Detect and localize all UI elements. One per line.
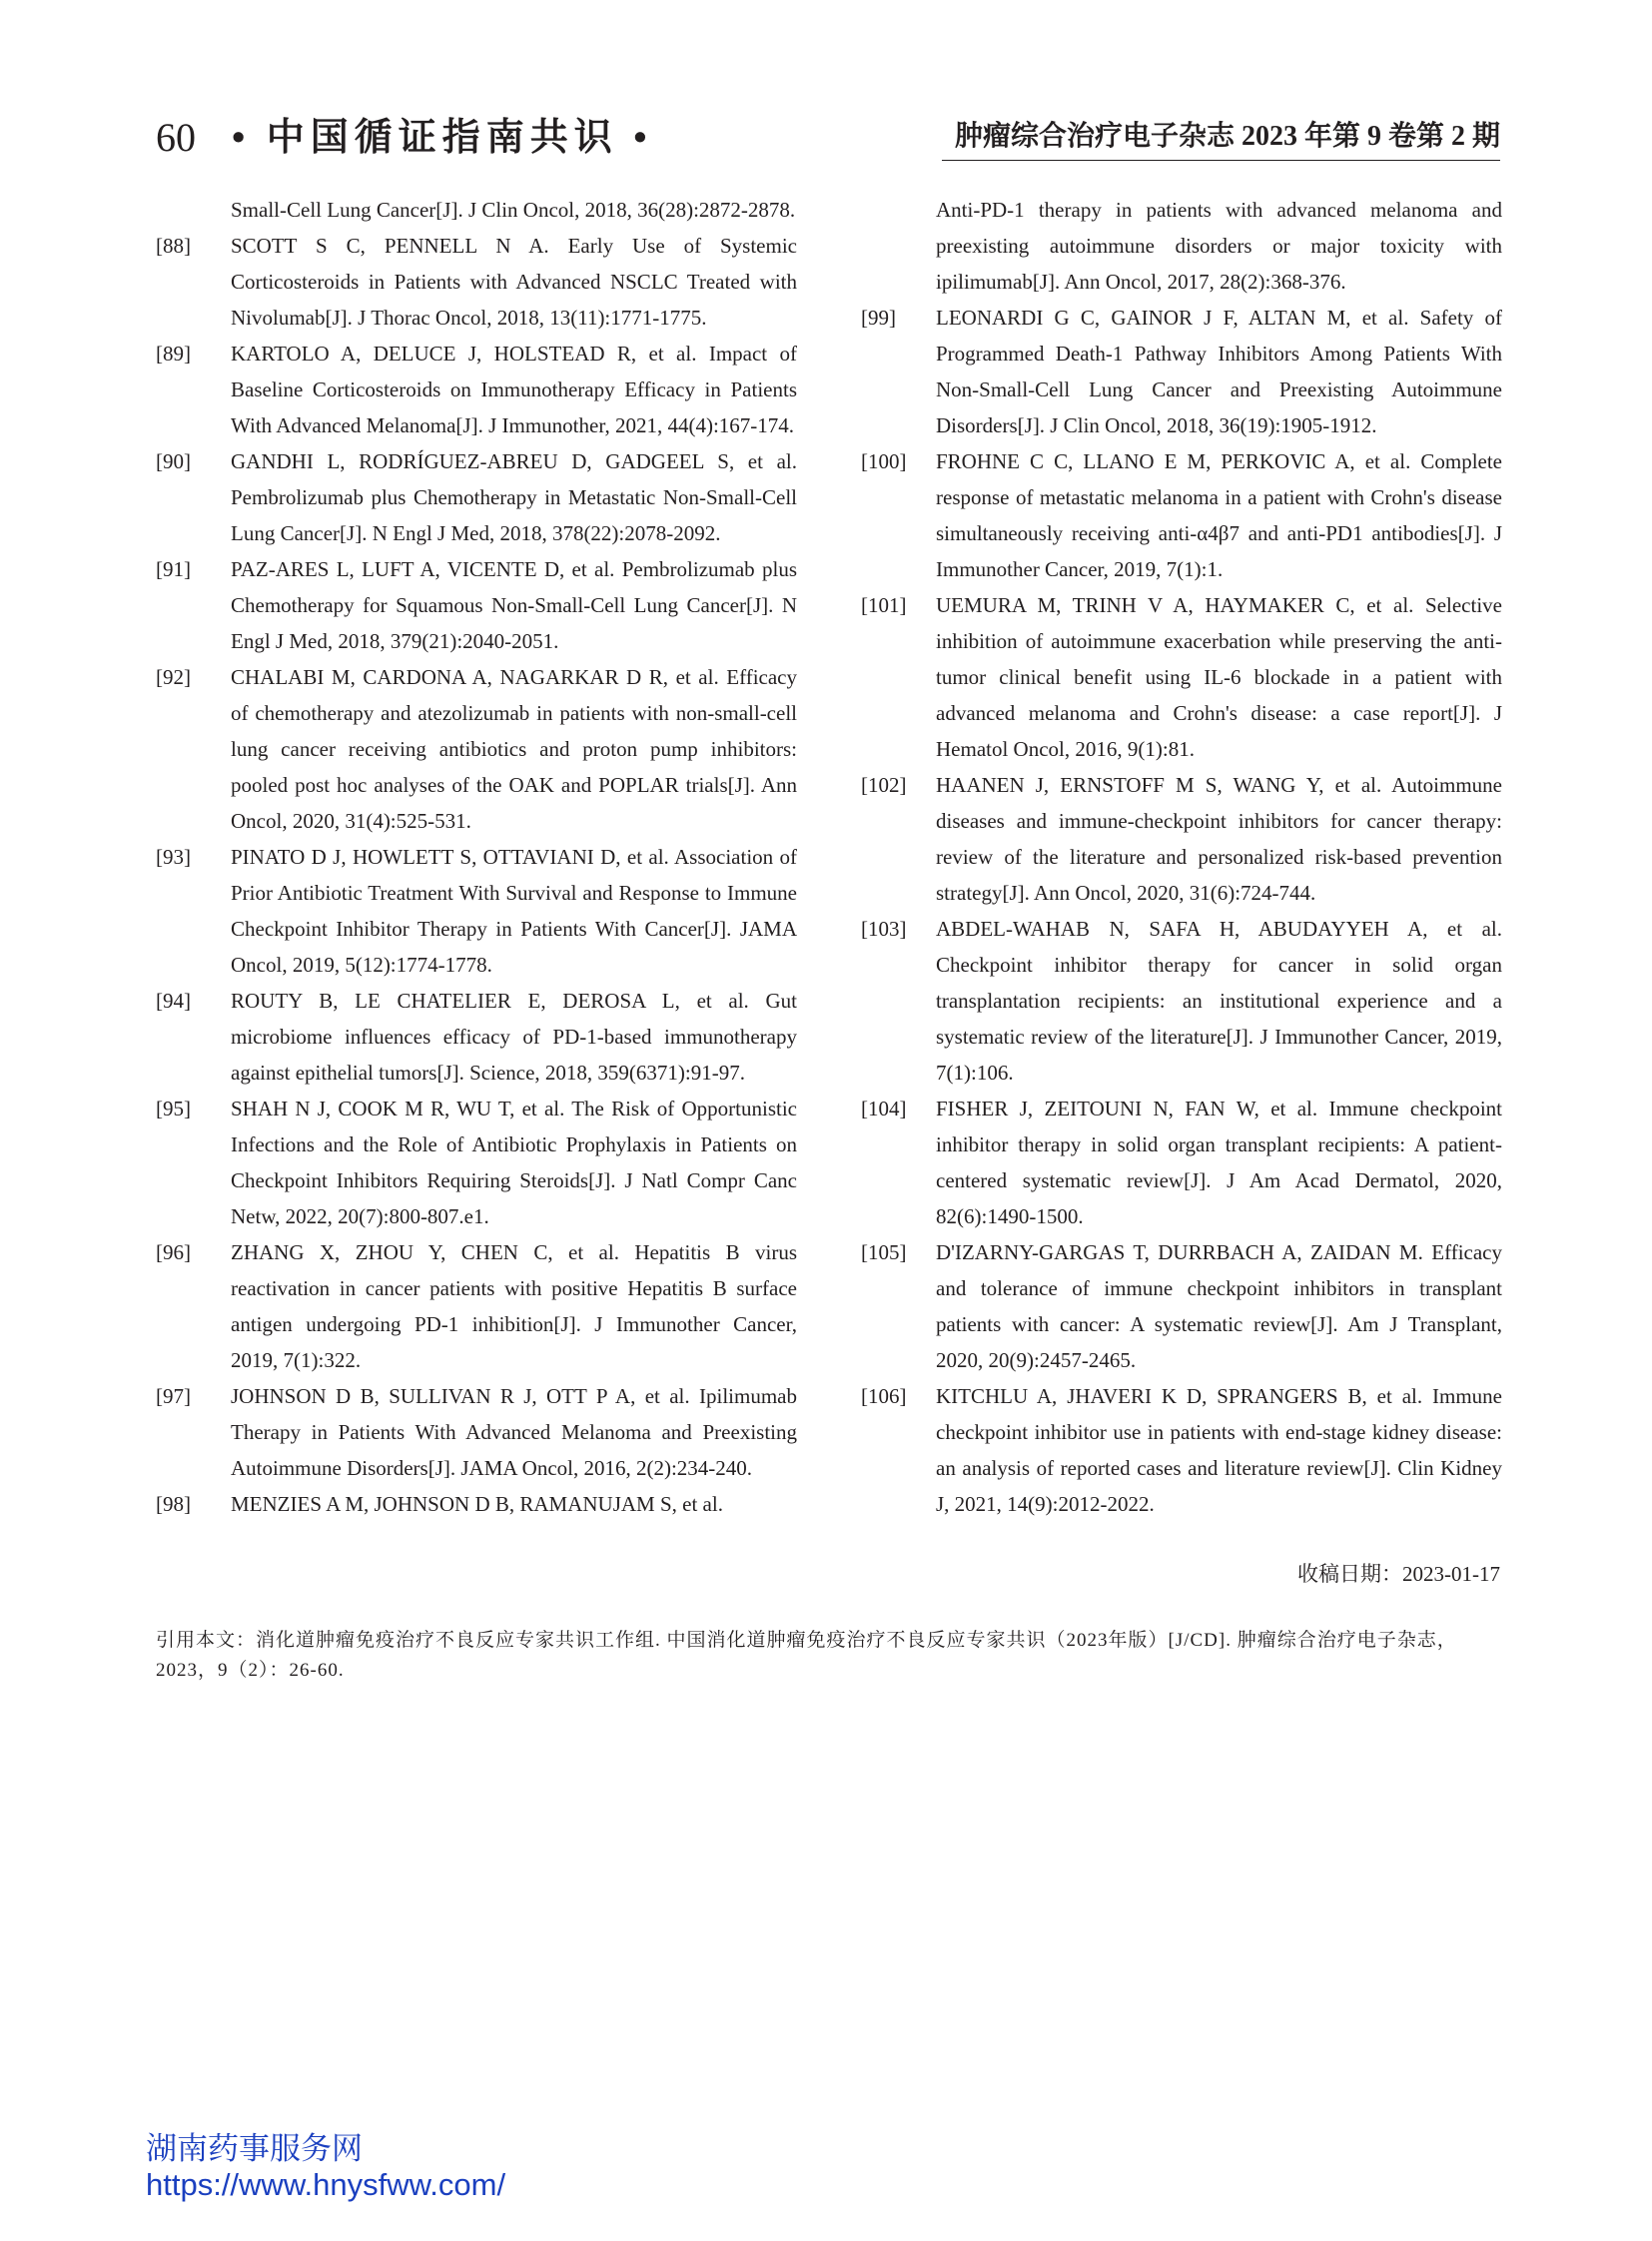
reference-number: [91] [156, 557, 191, 581]
watermark-url[interactable]: https://www.hnysfww.com/ [146, 2167, 506, 2202]
reference-text: LEONARDI G C, GAINOR J F, ALTAN M, et al. Safety of Programmed Death-1 Pathway Inhibitors Among Patients With Non-Small-Cell Lung Cancer and Preexisting Autoimmune Disorders[J]. J Clin Oncol, 2018, 36(19):1905-1912. [936, 306, 1502, 437]
reference-item [156, 551, 797, 659]
reference-text: FISHER J, ZEITOUNI N, FAN W, et al. Immune checkpoint inhibitor therapy in solid organ transplant recipients: A patient-centered systematic review[J]. J Am Acad Dermatol, 2020, 82(6):1490-1500. [936, 1097, 1502, 1228]
reference-number: [94] [156, 989, 191, 1013]
references-left-column [156, 192, 797, 1522]
watermark-site-name: 湖南药事服务网 [146, 2131, 363, 2166]
reference-item [156, 336, 797, 443]
reference-item [861, 300, 1502, 443]
reference-number: [100] [861, 449, 907, 473]
reference-continuation: Small-Cell Lung Cancer[J]. J Clin Oncol, 2018, 36(28):2872-2878. [231, 198, 796, 222]
reference-text: MENZIES A M, JOHNSON D B, RAMANUJAM S, et al. [231, 1492, 723, 1516]
reference-text: FROHNE C C, LLANO E M, PERKOVIC A, et al. Complete response of metastatic melanoma in a patient with Crohn's disease simultaneously receiving anti-α4β7 and anti-PD1 antibodies[J]. J Immunother Cancer, 2019, 7(1):1. [936, 449, 1502, 581]
reference-item [861, 1378, 1502, 1522]
reference-item [861, 911, 1502, 1091]
reference-text: SHAH N J, COOK M R, WU T, et al. The Risk of Opportunistic Infections and the Role of Antibiotic Prophylaxis in Patients on Checkpoint Inhibitors Requiring Steroids[J]. J Natl Compr Canc Netw, 2022, 20(7):800-807.e1. [231, 1097, 797, 1228]
reference-item [861, 767, 1502, 911]
reference-text: CHALABI M, CARDONA A, NAGARKAR D R, et al. Efficacy of chemotherapy and atezolizumab in patients with non-small-cell lung cancer receiving antibiotics and proton pump inhibitors: pooled post hoc analyses of the OAK and POPLAR trials[J]. Ann Oncol, 2020, 31(4):525-531. [231, 665, 797, 833]
reference-number: [105] [861, 1240, 907, 1264]
reference-number: [90] [156, 449, 191, 473]
section-title: • 中国循证指南共识 • [232, 117, 653, 159]
reference-number: [93] [156, 845, 191, 869]
page-header [0, 0, 1652, 170]
reference-number: [101] [861, 593, 907, 617]
reference-item [156, 1486, 797, 1522]
reference-item [156, 443, 797, 551]
reference-text: SCOTT S C, PENNELL N A. Early Use of Systemic Corticosteroids in Patients with Advanced NSCLC Treated with Nivolumab[J]. J Thorac Oncol, 2018, 13(11):1771-1775. [231, 234, 797, 330]
references-right-column [861, 192, 1502, 1522]
reference-number: [106] [861, 1384, 907, 1408]
reference-text: UEMURA M, TRINH V A, HAYMAKER C, et al. Selective inhibition of autoimmune exacerbation while preserving the anti-tumor clinical benefit using IL-6 blockade in a patient with advanced melanoma and Crohn's disease: a case report[J]. J Hematol Oncol, 2016, 9(1):81. [936, 593, 1502, 761]
reference-number: [97] [156, 1384, 191, 1408]
reference-text: GANDHI L, RODRÍGUEZ-ABREU D, GADGEEL S, et al. Pembrolizumab plus Chemotherapy in Metastatic Non-Small-Cell Lung Cancer[J]. N Engl J Med, 2018, 378(22):2078-2092. [231, 449, 797, 545]
reference-text: ROUTY B, LE CHATELIER E, DEROSA L, et al. Gut microbiome influences efficacy of PD-1-based immunotherapy against epithelial tumors[J]. Science, 2018, 359(6371):91-97. [231, 989, 797, 1085]
reference-number: [104] [861, 1097, 907, 1120]
reference-item [156, 659, 797, 839]
reference-text: KITCHLU A, JHAVERI K D, SPRANGERS B, et al. Immune checkpoint inhibitor use in patients with end-stage kidney disease: an analysis of reported cases and literature review[J]. Clin Kidney J, 2021, 14(9):2012-2022. [936, 1384, 1502, 1516]
reference-item [861, 1234, 1502, 1378]
reference-item [156, 839, 797, 983]
reference-number: [88] [156, 234, 191, 258]
journal-issue: 肿瘤综合治疗电子杂志 2023 年第 9 卷第 2 期 [954, 121, 1500, 152]
reference-number: [96] [156, 1240, 191, 1264]
reference-item [156, 228, 797, 336]
reference-continuation: Anti-PD-1 therapy in patients with advanced melanoma and preexisting autoimmune disorders or major toxicity with ipilimumab[J]. Ann Oncol, 2017, 28(2):368-376. [936, 198, 1502, 294]
reference-text: D'IZARNY-GARGAS T, DURRBACH A, ZAIDAN M. Efficacy and tolerance of immune checkpoint inhibitors in transplant patients with cancer: A systematic review[J]. Am J Transplant, 2020, 20(9):2457-2465. [936, 1240, 1502, 1372]
reference-item [861, 1091, 1502, 1234]
reference-text: ABDEL-WAHAB N, SAFA H, ABUDAYYEH A, et al. Checkpoint inhibitor therapy for cancer in solid organ transplantation recipients: an institutional experience and a systematic review of the literature[J]. J Immunother Cancer, 2019, 7(1):106. [936, 917, 1502, 1085]
reference-text: ZHANG X, ZHOU Y, CHEN C, et al. Hepatitis B virus reactivation in cancer patients with positive Hepatitis B surface antigen undergoing PD-1 inhibition[J]. J Immunother Cancer, 2019, 7(1):322. [231, 1240, 797, 1372]
reference-number: [98] [156, 1492, 191, 1516]
reference-item [861, 443, 1502, 587]
reference-number: [103] [861, 917, 907, 941]
reference-number: [102] [861, 773, 907, 797]
reference-text: PAZ-ARES L, LUFT A, VICENTE D, et al. Pembrolizumab plus Chemotherapy for Squamous Non-Small-Cell Lung Cancer[J]. N Engl J Med, 2018, 379(21):2040-2051. [231, 557, 797, 653]
reference-number: [99] [861, 306, 896, 330]
reference-item [156, 1234, 797, 1378]
reference-number: [95] [156, 1097, 191, 1120]
reference-text: JOHNSON D B, SULLIVAN R J, OTT P A, et al. Ipilimumab Therapy in Patients With Advanced Melanoma and Preexisting Autoimmune Disorders[J]. JAMA Oncol, 2016, 2(2):234-240. [231, 1384, 797, 1480]
citation-note: 引用本文：消化道肿瘤免疫治疗不良反应专家共识工作组. 中国消化道肿瘤免疫治疗不良反应专家共识（2023年版）[J/CD]. 肿瘤综合治疗电子杂志，2023，9（2）：26-60. [156, 1630, 1457, 1681]
reference-item [156, 1091, 797, 1234]
reference-item [156, 983, 797, 1091]
received-date: 收稿日期：2023-01-17 [1297, 1562, 1500, 1586]
reference-item [156, 1378, 797, 1486]
watermark [146, 2131, 505, 2203]
header-rule [942, 160, 1500, 161]
reference-text: PINATO D J, HOWLETT S, OTTAVIANI D, et al. Association of Prior Antibiotic Treatment With Survival and Response to Immune Checkpoint Inhibitor Therapy in Patients With Cancer[J]. JAMA Oncol, 2019, 5(12):1774-1778. [231, 845, 797, 977]
reference-item [861, 587, 1502, 767]
reference-text: KARTOLO A, DELUCE J, HOLSTEAD R, et al. Impact of Baseline Corticosteroids on Immunotherapy Efficacy in Patients With Advanced Melanoma[J]. J Immunother, 2021, 44(4):167-174. [231, 342, 797, 437]
page-number: 60 [156, 115, 196, 160]
reference-number: [89] [156, 342, 191, 366]
reference-text: HAANEN J, ERNSTOFF M S, WANG Y, et al. Autoimmune diseases and immune-checkpoint inhibitors for cancer therapy: review of the literature and personalized risk-based prevention strategy[J]. Ann Oncol, 2020, 31(6):724-744. [936, 773, 1502, 905]
reference-number: [92] [156, 665, 191, 689]
